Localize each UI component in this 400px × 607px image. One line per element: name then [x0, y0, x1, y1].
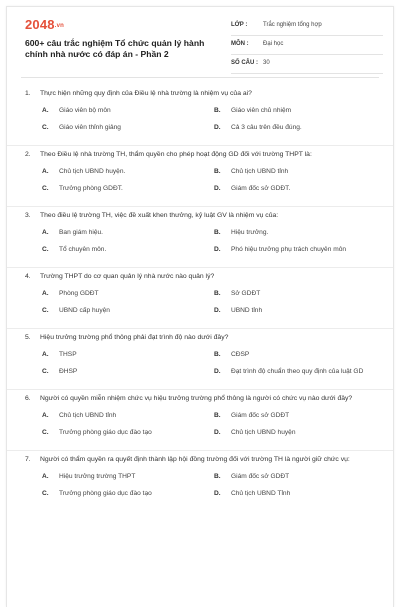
option-text: Chủ tịch UBND tỉnh [231, 168, 289, 175]
option-text: UBND tỉnh [231, 307, 263, 314]
question-line [25, 390, 379, 404]
meta-row-count [231, 57, 383, 74]
answer-option[interactable] [214, 106, 386, 118]
question-text: Thực hiện những quy định của Điều lệ nhà trường là nhiệm vụ của ai? [40, 90, 252, 97]
answer-option[interactable] [42, 228, 214, 240]
question-line [25, 85, 379, 99]
answer-option[interactable] [42, 289, 214, 301]
logo-text: 2048 [25, 17, 55, 32]
option-letter: D. [214, 429, 221, 436]
answer-option[interactable] [42, 472, 214, 484]
document-page [6, 6, 394, 607]
question-text: Theo điều lệ trường TH, việc đề xuất khen thưởng, kỷ luật GV là nhiệm vụ của: [40, 212, 279, 219]
answer-option[interactable] [42, 184, 214, 196]
logo-tld: .vn [54, 23, 65, 29]
question-text: Người có thẩm quyền ra quyết định thành lập hội đồng trường đối với trường TH là người giữ chức vụ: [40, 456, 350, 463]
option-text: Phòng GDĐT [59, 290, 99, 297]
question-item [7, 450, 393, 511]
meta-key: MÔN : [231, 41, 249, 47]
option-letter: B. [214, 290, 221, 297]
option-letter: D. [214, 124, 221, 131]
option-text: Trưởng phòng GDĐT. [59, 185, 123, 192]
meta-table [231, 19, 383, 74]
answer-options [25, 228, 379, 267]
answer-option[interactable] [42, 489, 214, 501]
question-number: 6. [25, 395, 31, 402]
option-text: THSP [59, 351, 77, 358]
option-text: Đạt trình độ chuẩn theo quy định của luật GD [231, 368, 364, 375]
question-line [25, 207, 379, 221]
option-text: Ban giám hiệu. [59, 229, 103, 236]
option-text: Giám đốc sở GDĐT [231, 473, 290, 480]
option-text: Phó hiệu trưởng phụ trách chuyên môn [231, 246, 347, 253]
site-logo[interactable] [25, 17, 64, 32]
option-letter: C. [42, 429, 49, 436]
answer-option[interactable] [214, 123, 386, 135]
option-letter: B. [214, 168, 221, 175]
option-letter: A. [42, 290, 49, 297]
answer-option[interactable] [42, 167, 214, 179]
question-item [7, 267, 393, 328]
question-number: 7. [25, 456, 31, 463]
option-letter: D. [214, 246, 221, 253]
option-letter: C. [42, 368, 49, 375]
option-letter: C. [42, 307, 49, 314]
meta-row-class [231, 19, 383, 36]
meta-key: SỐ CÂU : [231, 60, 258, 66]
answer-option[interactable] [214, 167, 386, 179]
question-text: Hiệu trưởng trường phổ thông phải đạt trình độ nào dưới đây? [40, 334, 229, 341]
answer-option[interactable] [42, 367, 214, 379]
question-line [25, 329, 379, 343]
option-text: Chủ tịch UBND Tỉnh [231, 490, 291, 497]
answer-option[interactable] [214, 428, 386, 440]
question-text: Người có quyền miễn nhiệm chức vụ hiệu trưởng trường phổ thông là người có chức vụ nào dưới đây? [40, 395, 353, 402]
question-number: 3. [25, 212, 31, 219]
question-number: 2. [25, 151, 31, 158]
option-text: Hiệu trưởng. [231, 229, 269, 236]
option-letter: A. [42, 107, 49, 114]
question-item [7, 206, 393, 267]
option-letter: D. [214, 185, 221, 192]
question-line [25, 451, 379, 465]
option-text: Hiệu trưởng trường THPT [59, 473, 136, 480]
question-line [25, 268, 379, 282]
question-text: Theo Điều lệ nhà trường TH, thẩm quyền cho phép hoạt động GD đối với trường THPT là: [40, 151, 312, 158]
option-text: Trưởng phòng giáo dục đào tạo [59, 429, 152, 436]
answer-option[interactable] [214, 489, 386, 501]
option-letter: C. [42, 246, 49, 253]
document-header [7, 7, 393, 69]
meta-value: 30 [263, 60, 270, 66]
option-letter: B. [214, 473, 221, 480]
option-letter: D. [214, 490, 221, 497]
meta-key: LỚP : [231, 22, 248, 28]
meta-value: Đại học [263, 41, 284, 47]
question-item [7, 389, 393, 450]
answer-options [25, 350, 379, 389]
option-text: Chủ tịch UBND tỉnh [59, 412, 117, 419]
answer-option[interactable] [42, 350, 214, 362]
answer-option[interactable] [42, 106, 214, 118]
answer-option[interactable] [42, 245, 214, 257]
option-letter: A. [42, 168, 49, 175]
answer-option[interactable] [214, 367, 386, 379]
option-letter: C. [42, 185, 49, 192]
answer-option[interactable] [214, 472, 386, 484]
question-number: 1. [25, 90, 31, 97]
answer-options [25, 167, 379, 206]
question-item [7, 145, 393, 206]
option-text: UBND cấp huyện [59, 307, 110, 314]
answer-option[interactable] [42, 306, 214, 318]
option-letter: C. [42, 490, 49, 497]
question-item [7, 85, 393, 145]
question-item [7, 328, 393, 389]
answer-option[interactable] [214, 306, 386, 318]
answer-option[interactable] [214, 411, 386, 423]
question-number: 5. [25, 334, 31, 341]
question-line [25, 146, 379, 160]
option-text: ĐHSP [59, 368, 78, 375]
option-text: Trưởng phòng giáo dục đào tạo [59, 490, 152, 497]
option-text: Tổ chuyên môn. [59, 246, 107, 253]
option-letter: B. [214, 107, 221, 114]
meta-row-subject [231, 38, 383, 55]
option-letter: B. [214, 412, 221, 419]
option-letter: D. [214, 368, 221, 375]
answer-option[interactable] [214, 289, 386, 301]
option-text: Sở GDĐT [231, 290, 261, 297]
answer-option[interactable] [214, 228, 386, 240]
answer-option[interactable] [42, 428, 214, 440]
document-title: 600+ câu trắc nghiệm Tổ chức quản lý hành chính nhà nước có đáp án - Phần 2 [25, 38, 205, 59]
option-text: Chủ tịch UBND huyện [231, 429, 296, 436]
answer-option[interactable] [42, 123, 214, 135]
option-letter: B. [214, 229, 221, 236]
option-text: Giáo viên chủ nhiệm [231, 107, 292, 114]
question-text: Trường THPT do cơ quan quản lý nhà nước nào quản lý? [40, 273, 215, 280]
option-text: Giám đốc sở GDĐT. [231, 185, 291, 192]
answer-options [25, 289, 379, 328]
option-text: Giáo viên thỉnh giảng [59, 124, 121, 131]
answer-options [25, 472, 379, 511]
option-text: Giáo viên bộ môn [59, 107, 111, 114]
option-text: CĐSP [231, 351, 250, 358]
option-letter: B. [214, 351, 221, 358]
answer-option[interactable] [214, 245, 386, 257]
option-letter: A. [42, 473, 49, 480]
question-number: 4. [25, 273, 31, 280]
answer-options [25, 106, 379, 145]
option-text: Chủ tịch UBND huyện. [59, 168, 126, 175]
option-letter: D. [214, 307, 221, 314]
answer-options [25, 411, 379, 450]
answer-option[interactable] [214, 350, 386, 362]
option-text: Cả 3 câu trên đều đúng. [231, 124, 302, 131]
option-letter: A. [42, 412, 49, 419]
answer-option[interactable] [214, 184, 386, 196]
answer-option[interactable] [42, 411, 214, 423]
header-divider [21, 77, 379, 78]
meta-value: Trắc nghiệm tổng hợp [263, 22, 322, 28]
option-text: Giám đốc sở GDĐT [231, 412, 290, 419]
option-letter: C. [42, 124, 49, 131]
option-letter: A. [42, 351, 49, 358]
question-list [7, 85, 393, 511]
option-letter: A. [42, 229, 49, 236]
